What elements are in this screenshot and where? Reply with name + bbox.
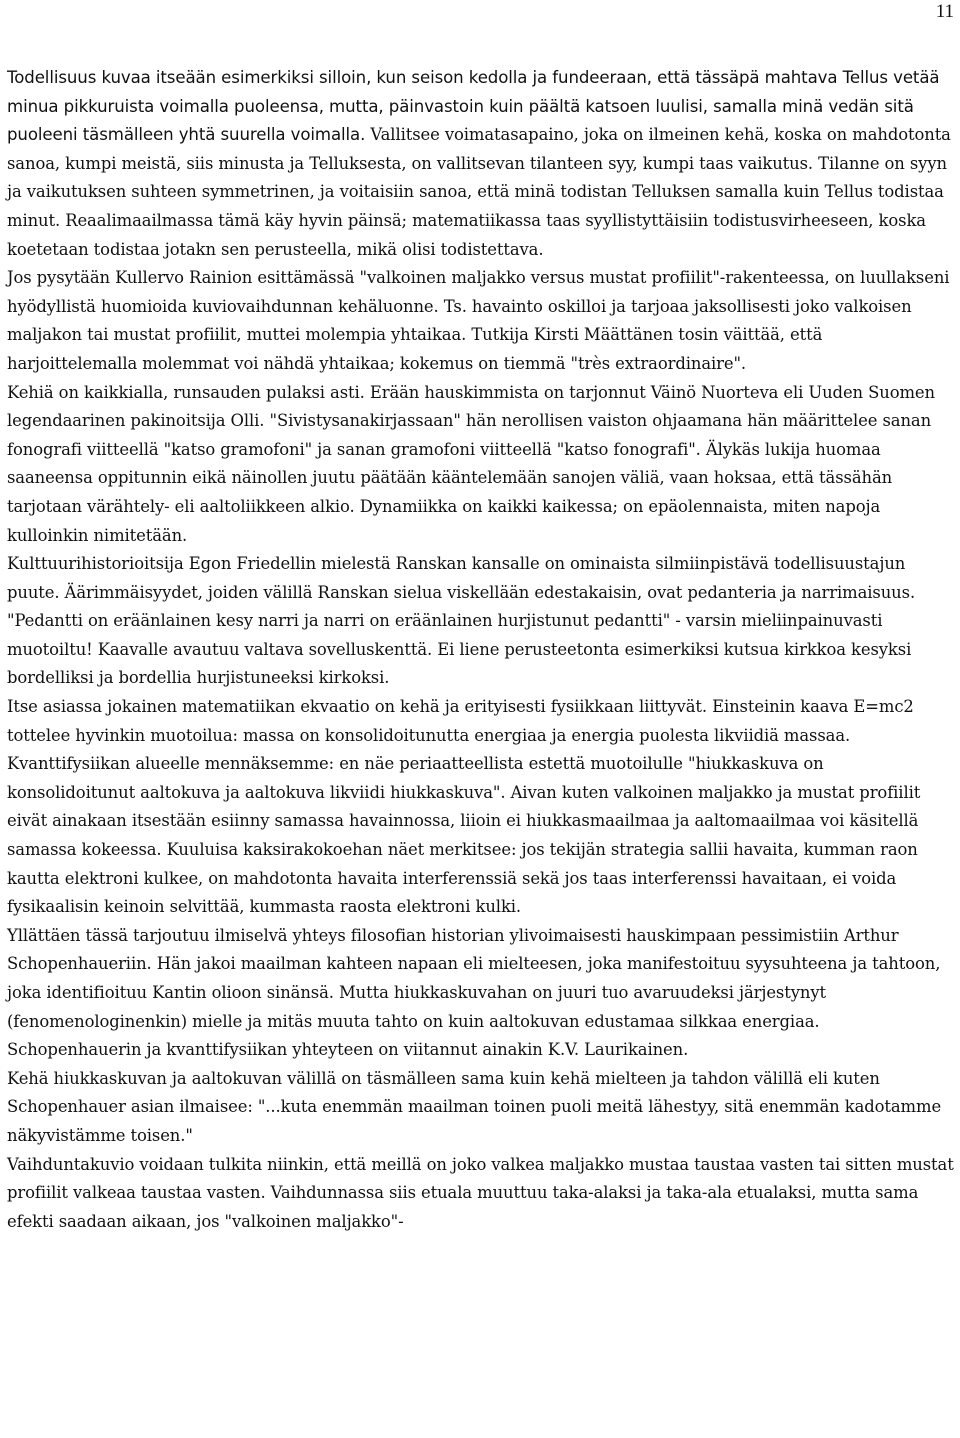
paragraph-vaihduntakuvio: Vaihduntakuvio voidaan tulkita niinkin, että meillä on joko valkea maljakko mustaa taustaa vasten tai sitten mustat profiilit valkeaa taustaa vasten. Vaihdunnassa siis etuala muuttuu taka-alaksi ja taka-ala etualaksi, mutta sama efekti saadaan aikaan, jos "valkoinen maljakko"- [7,1154,954,1231]
page-number: 11 [935,1,954,22]
paragraph-kehat: Kehiä on kaikkialla, runsauden pulaksi asti. Erään hauskimmista on tarjonnut Väinö Nuorteva eli Uuden Suomen legendaarinen pakinoitsija Olli. "Sivistysanakirjassaan" hän nerollisen vaiston ohjaamana hän määrittelee sanan fonografi viitteellä "katso gramofoni" ja sanan gramofoni viitteellä "katso fonografi". Älykäs lukija huomaa saaneensa oppitunnin eikä näinollen juutu päätään kääntelemään sanojen väliä, vaan hoksaa, että tässähän tarjotaan värähtely- eli aaltoliikkeen alkio. Dynamiikka on kaikki kaikessa; on epäolennaista, miten napoja kulloinkin nimitetään. [7,382,935,545]
paragraph-tellus-lead: Todellisuus kuvaa itseään esimerkiksi silloin, kun seison kedolla ja fundeeraan, että tässäpä mahtava Tellus vetää minua pikkuruista voimalla puoleensa, mutta, päinvastoin kuin päältä katsoen luulisi, samalla minä vedän sitä puoleeni täsmälleen yhtä suurella voimalla. [7,68,940,145]
paragraph-tellus-rest: Vallitsee voimatasapaino, joka on ilmeinen kehä, koska on mahdotonta sanoa, kumpi meistä, siis minusta ja Telluksesta, on vallitsevan tilanteen syy, kumpi taas vaikutus. Tilanne on syyn ja vaikutuksen suhteen symmetrinen, ja voitaisiin sanoa, että minä todistan Telluksen samalla kuin Tellus todistaa minut. Reaalimaailmassa tämä käy hyvin päinsä; matematiikassa taas syyllistyttäisiin todistusvirheeseen, koska koetetaan todistaa jotakn sen perusteella, mikä olisi todistettava. [7,125,951,259]
paragraph-tellus [7,64,955,264]
paragraph-schopenhauer: Yllättäen tässä tarjoutuu ilmiselvä yhteys filosofian historian ylivoimaisesti hauskimpaan pessimistiin Arthur Schopenhaueriin. Hän jakoi maailman kahteen napaan eli mielteesen, joka manifestoituu syysuhteena ja tahtoon, joka identifioituu Kantin olioon sinänsä. Mutta hiukkaskuvahan on juuri tuo avaruudeksi järjestynyt (fenomenologinenkin) mielle ja mitäs muuta tahto on kuin aaltokuvan edustamaa silkkaa energiaa. Schopenhauerin ja kvanttifysiikan yhteyteen on viitannut ainakin K.V. Laurikainen. [7,925,941,1060]
paragraph-kehä-hiukkaskuva: Kehä hiukkaskuvan ja aaltokuvan välillä on täsmälleen sama kuin kehä mielteen ja tahdon välillä eli kuten Schopenhauer asian ilmaisee: "...kuta enemmän maailman toinen puoli meitä lähestyy, sitä enemmän kadotamme näkyvistämme toisen." [7,1068,942,1145]
paragraph-maljakko: Jos pysytään Kullervo Rainion esittämässä "valkoinen maljakko versus mustat profiilit"-rakenteessa, on luullakseni hyödyllistä huomioida kuviovaihdunnan kehäluonne. Ts. havainto oskilloi ja tarjoaa jaksollisesti joko valkoisen maljakon tai mustat profiilit, muttei molempia yhtaikaa. Tutkija Kirsti Määttänen tosin väittää, että harjoittelemalla molemmat voi nähdä yhtaikaa; kokemus on tiemmä "très extraordinaire". [7,268,950,373]
document-body [7,64,955,1236]
paragraph-friedell: Kulttuurihistorioitsija Egon Friedellin mielestä Ranskan kansalle on ominaista silmiinpistävä todellisuustajun puute. Äärimmäisyydet, joiden välillä Ranskan sielua viskellään edestakaisin, ovat pedanteria ja narrimaisuus. "Pedantti on eräänlainen kesy narri ja narri on eräänlainen hurjistunut pedantti" - varsin mieliinpainuvasti muotoiltu! Kaavalle avautuu valtava sovelluskenttä. Ei liene perusteetonta esimerkiksi kutsua kirkkoa kesyksi bordelliksi ja bordellia hurjistuneeksi kirkoksi. [7,554,916,688]
paragraph-ekvaatio: Itse asiassa jokainen matematiikan ekvaatio on kehä ja erityisesti fysiikkaan liittyvät. Einsteinin kaava E=mc2 tottelee hyvinkin muotoilua: massa on konsolidoitunutta energiaa ja energia puolesta likviidiä massaa. Kvanttifysiikan alueelle mennäksemme: en näe periaatteellista estettä muotoilulle "hiukkaskuva on konsolidoitunut aaltokuva ja aaltokuva likviidi hiukkaskuva". Aivan kuten valkoinen maljakko ja mustat profiilit eivät ainakaan itsestään esiinny samassa havainnossa, liioin ei hiukkasmaailmaa ja aaltomaailmaa voi käsitellä samassa kokeessa. Kuuluisa kaksirakokoehan näet merkitsee: jos tekijän strategia sallii havaita, kumman raon kautta elektroni kulkee, on mahdotonta havaita interferenssiä sekä jos taas interferenssi havaitaan, ei voida fysikaalisin keinoin selvittää, kummasta raosta elektroni kulki. [7,697,921,917]
